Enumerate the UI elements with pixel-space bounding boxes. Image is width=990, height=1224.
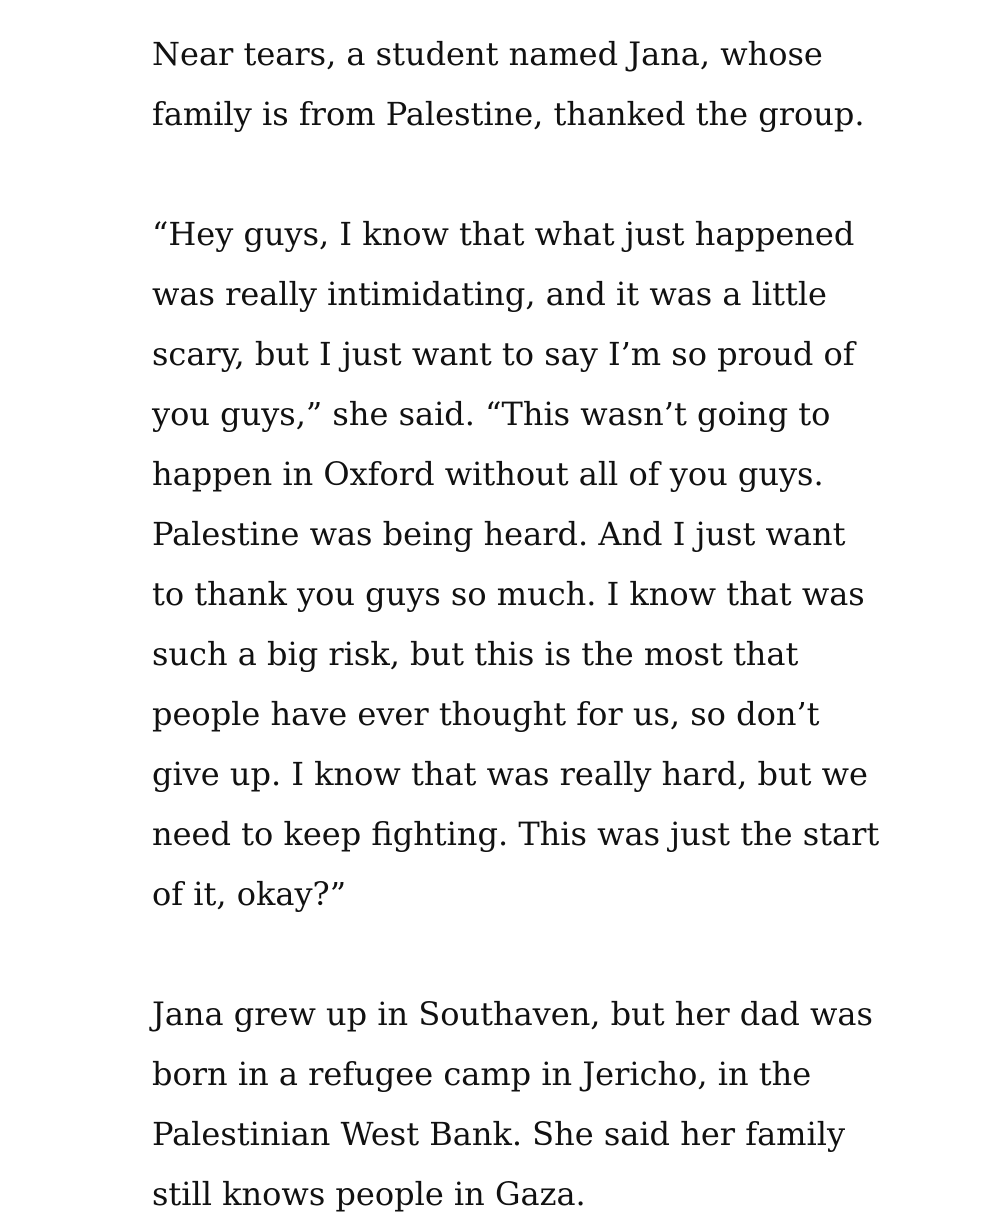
paragraph-quote (152, 204, 882, 924)
paragraph-line: Jana grew up in Southaven, but her dad was (152, 995, 873, 1033)
paragraph-line: still knows people in Gaza. (152, 1175, 586, 1213)
paragraph-line: of it, okay?” (152, 875, 347, 913)
paragraph-line: to thank you guys so much. I know that was (152, 575, 865, 613)
paragraph-line: Palestinian West Bank. She said her family (152, 1115, 846, 1153)
paragraph-line: scary, but I just want to say I’m so proud of (152, 335, 855, 373)
paragraph-line: was really intimidating, and it was a little (152, 275, 827, 313)
paragraph-background (152, 984, 882, 1224)
paragraph-line: Near tears, a student named Jana, whose (152, 35, 823, 73)
paragraph-line: born in a refugee camp in Jericho, in the (152, 1055, 812, 1093)
paragraph-spacer (152, 924, 882, 984)
paragraph-line: people have ever thought for us, so don’t (152, 695, 820, 733)
paragraph-line: need to keep fighting. This was just the start (152, 815, 880, 853)
paragraph-spacer (152, 144, 882, 204)
paragraph-intro (152, 24, 882, 144)
paragraph-line: happen in Oxford without all of you guys. (152, 455, 824, 493)
paragraph-line: you guys,” she said. “This wasn’t going to (152, 395, 831, 433)
paragraph-line: family is from Palestine, thanked the group. (152, 95, 865, 133)
paragraph-line: Palestine was being heard. And I just want (152, 515, 846, 553)
paragraph-line: such a big risk, but this is the most that (152, 635, 799, 673)
paragraph-line: give up. I know that was really hard, but we (152, 755, 868, 793)
paragraph-line: “Hey guys, I know that what just happened (152, 215, 855, 253)
article-body (152, 24, 882, 1224)
